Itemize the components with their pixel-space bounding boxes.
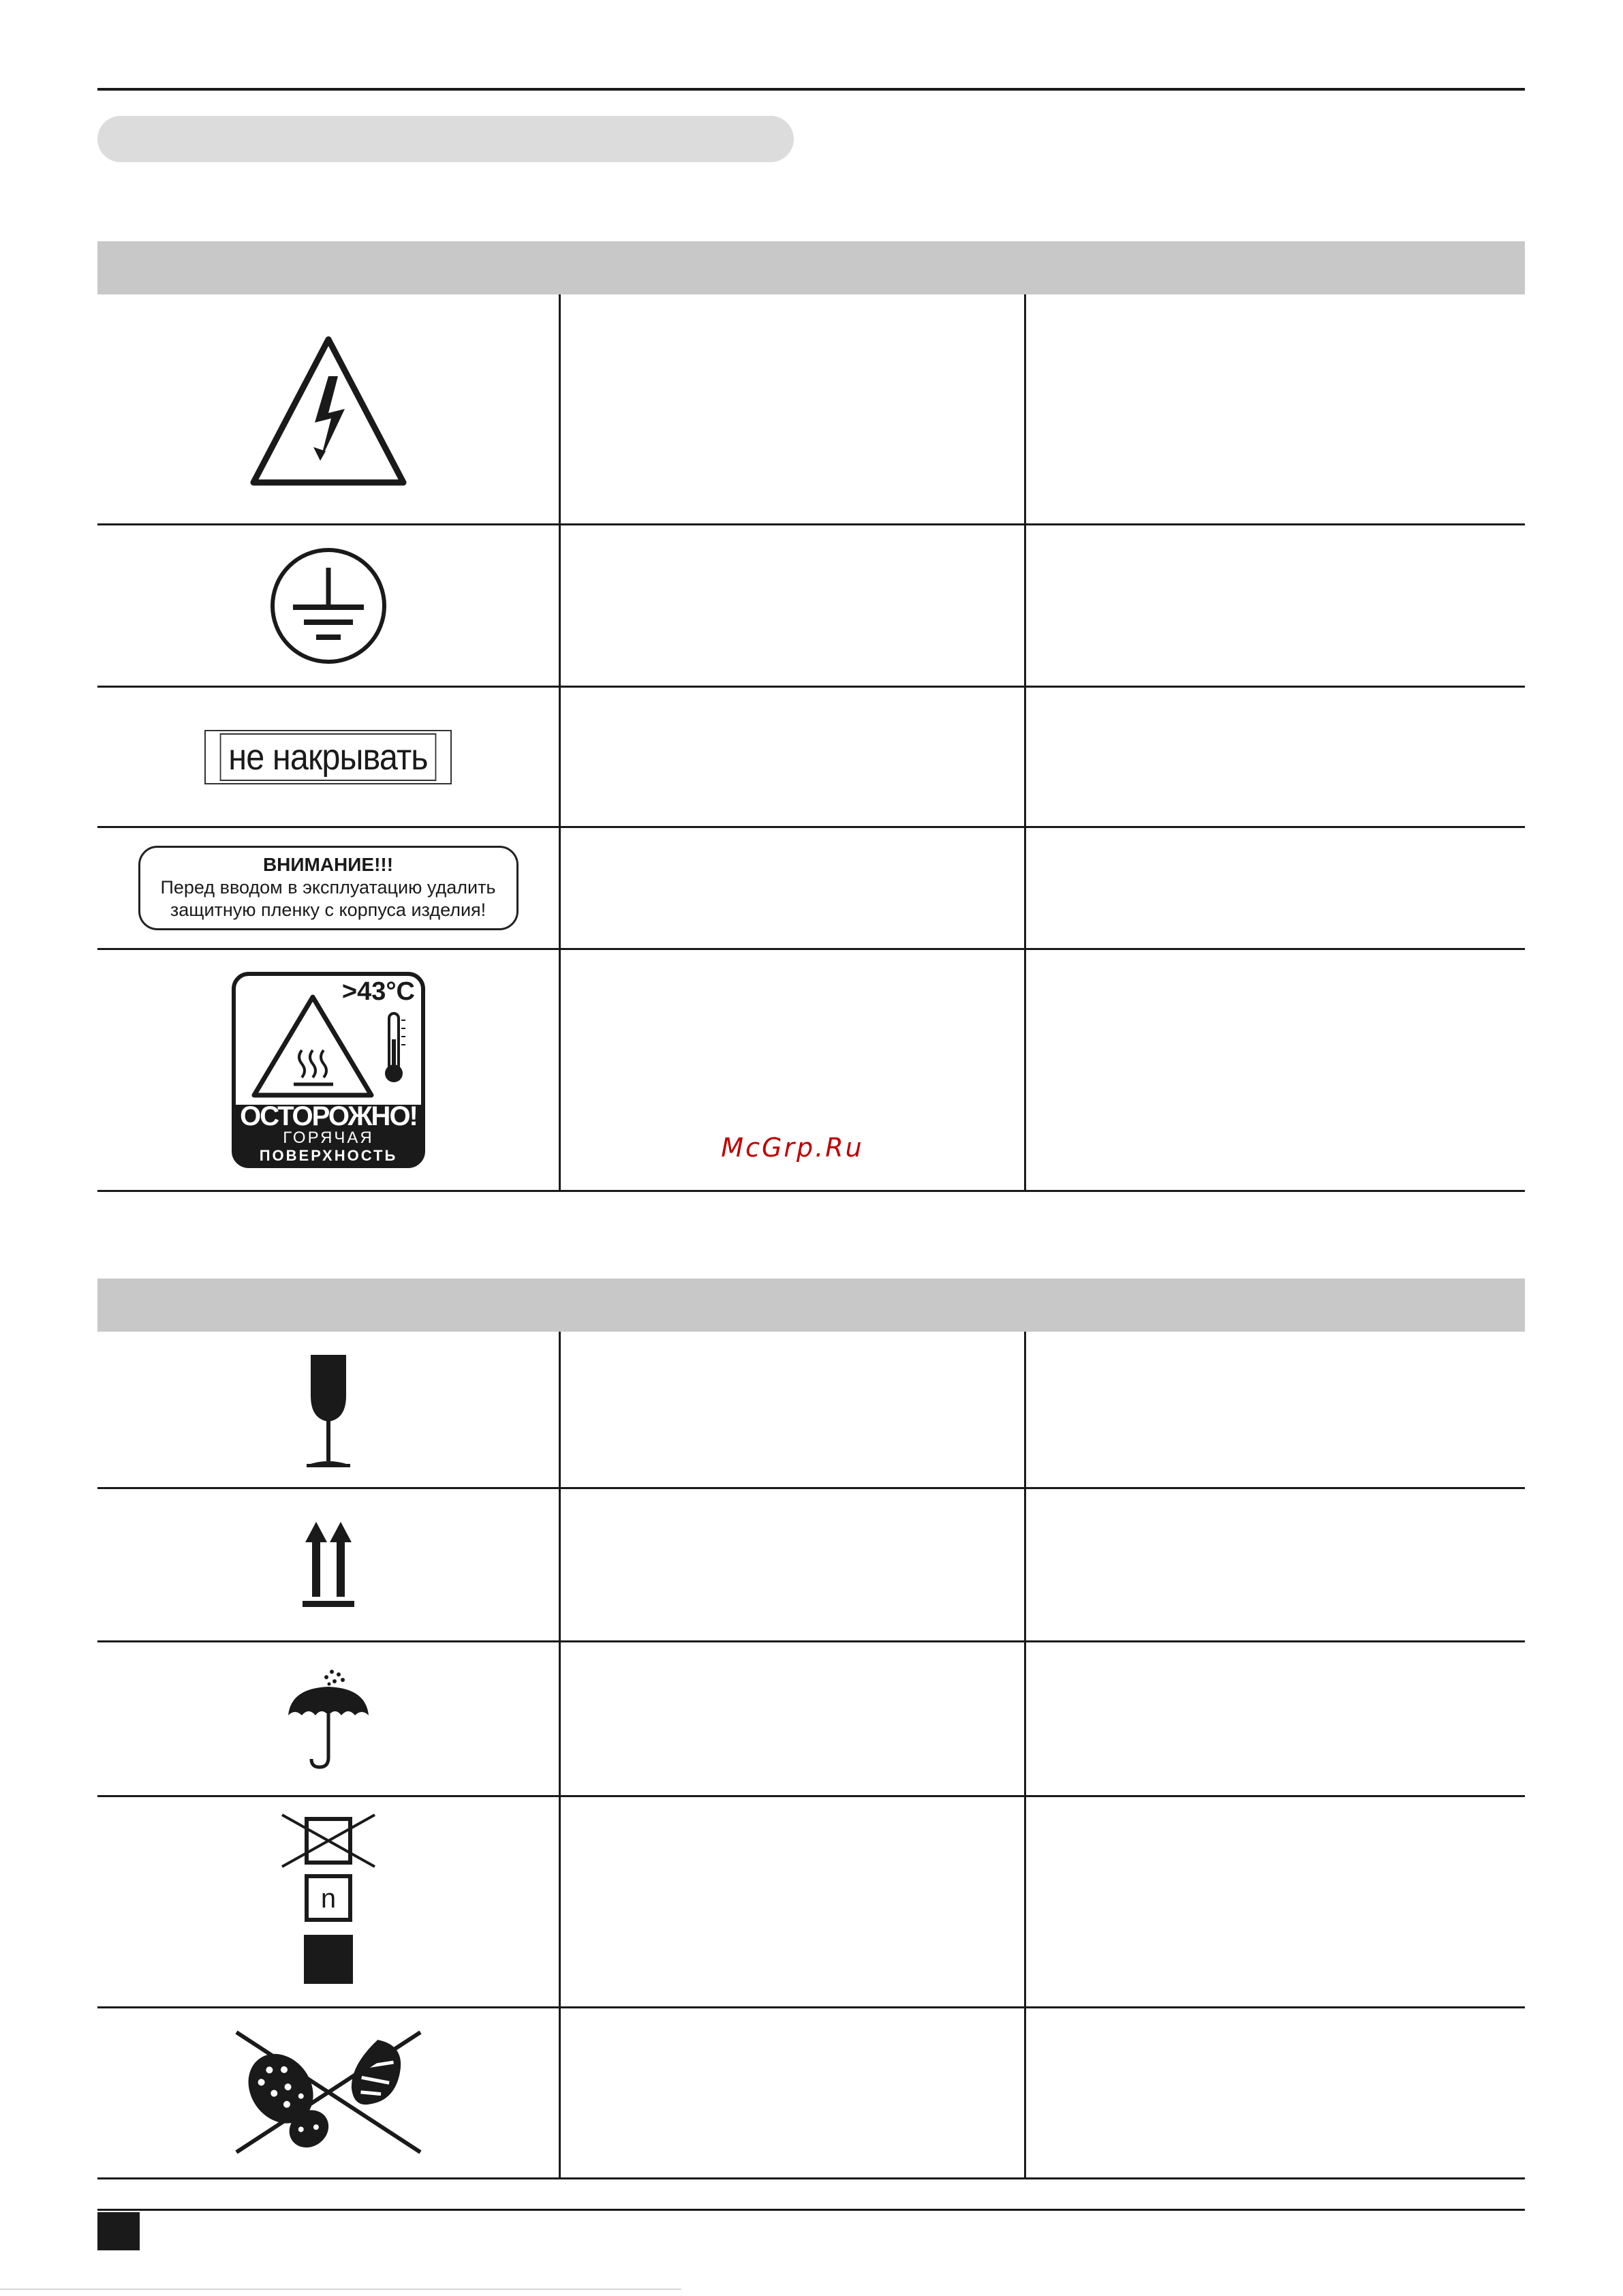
description-cell xyxy=(561,525,1026,686)
note-cell xyxy=(1026,2008,1525,2177)
table-row xyxy=(97,1332,1525,1489)
top-rule xyxy=(97,88,1525,91)
safety-signs-table xyxy=(97,241,1525,1192)
table-row xyxy=(97,950,1525,1192)
icon-cell xyxy=(97,1642,561,1795)
description-cell xyxy=(561,1797,1026,2006)
hot-temperature-text: >43°C xyxy=(341,977,415,1006)
table-row xyxy=(97,294,1525,525)
watermark-text: McGrp.Ru xyxy=(721,1133,864,1163)
protective-earth-icon xyxy=(268,546,388,666)
this-way-up-icon xyxy=(301,1520,356,1609)
icon-cell xyxy=(97,2008,561,2177)
stacking-limit-icon xyxy=(281,1813,376,1991)
table-row xyxy=(97,1489,1525,1642)
description-cell xyxy=(561,2008,1026,2177)
description-cell xyxy=(561,1489,1026,1640)
hot-caution-text: ОСТОРОЖНО! xyxy=(239,1101,417,1131)
icon-cell xyxy=(97,1489,561,1640)
hot-line-1: ГОРЯЧАЯ xyxy=(282,1129,374,1147)
attention-title: ВНИМАНИЕ!!! xyxy=(262,854,394,875)
table-row xyxy=(97,688,1525,828)
section-title-bar xyxy=(97,116,794,162)
do-not-cover-text: не накрывать xyxy=(220,733,437,781)
description-cell xyxy=(561,1642,1026,1795)
handling-signs-table xyxy=(97,1279,1525,2179)
table-header xyxy=(97,241,1525,294)
hot-surface-icon xyxy=(231,971,426,1169)
description-cell xyxy=(561,294,1026,523)
keep-dry-umbrella-icon xyxy=(284,1668,373,1770)
icon-cell xyxy=(97,828,561,948)
icon-cell xyxy=(97,688,561,826)
note-cell xyxy=(1026,525,1525,686)
table-row xyxy=(97,2008,1525,2179)
note-cell xyxy=(1026,1642,1525,1795)
high-voltage-icon xyxy=(247,327,410,491)
icon-cell xyxy=(97,1797,561,2006)
description-cell xyxy=(561,828,1026,948)
description-cell xyxy=(561,1332,1026,1487)
note-cell xyxy=(1026,294,1525,523)
note-cell xyxy=(1026,950,1525,1190)
fragile-glass-icon xyxy=(301,1348,356,1471)
icon-cell xyxy=(97,294,561,523)
description-cell xyxy=(561,950,1026,1190)
note-cell xyxy=(1026,1332,1525,1487)
attention-line-2: защитную пленку с корпуса изделия! xyxy=(170,900,486,920)
icon-cell xyxy=(97,950,561,1190)
hot-line-2: ПОВЕРХНОСТЬ xyxy=(259,1147,397,1164)
attention-label xyxy=(138,846,519,930)
page-marker xyxy=(97,2212,140,2250)
table-header xyxy=(97,1279,1525,1332)
do-not-step-icon xyxy=(230,2028,427,2158)
note-cell xyxy=(1026,1797,1525,2006)
icon-cell xyxy=(97,1332,561,1487)
note-cell xyxy=(1026,1489,1525,1640)
attention-line-1: Перед вводом в эксплуатацию удалить xyxy=(160,877,496,898)
icon-cell xyxy=(97,525,561,686)
table-row xyxy=(97,828,1525,950)
stacking-limit-letter: n xyxy=(320,1883,336,1914)
description-cell xyxy=(561,688,1026,826)
note-cell xyxy=(1026,828,1525,948)
note-cell xyxy=(1026,688,1525,826)
scan-edge xyxy=(0,2289,681,2290)
bottom-rule xyxy=(97,2209,1525,2211)
table-row xyxy=(97,1642,1525,1797)
table-row xyxy=(97,525,1525,688)
table-row xyxy=(97,1797,1525,2008)
do-not-cover-label xyxy=(204,730,452,784)
